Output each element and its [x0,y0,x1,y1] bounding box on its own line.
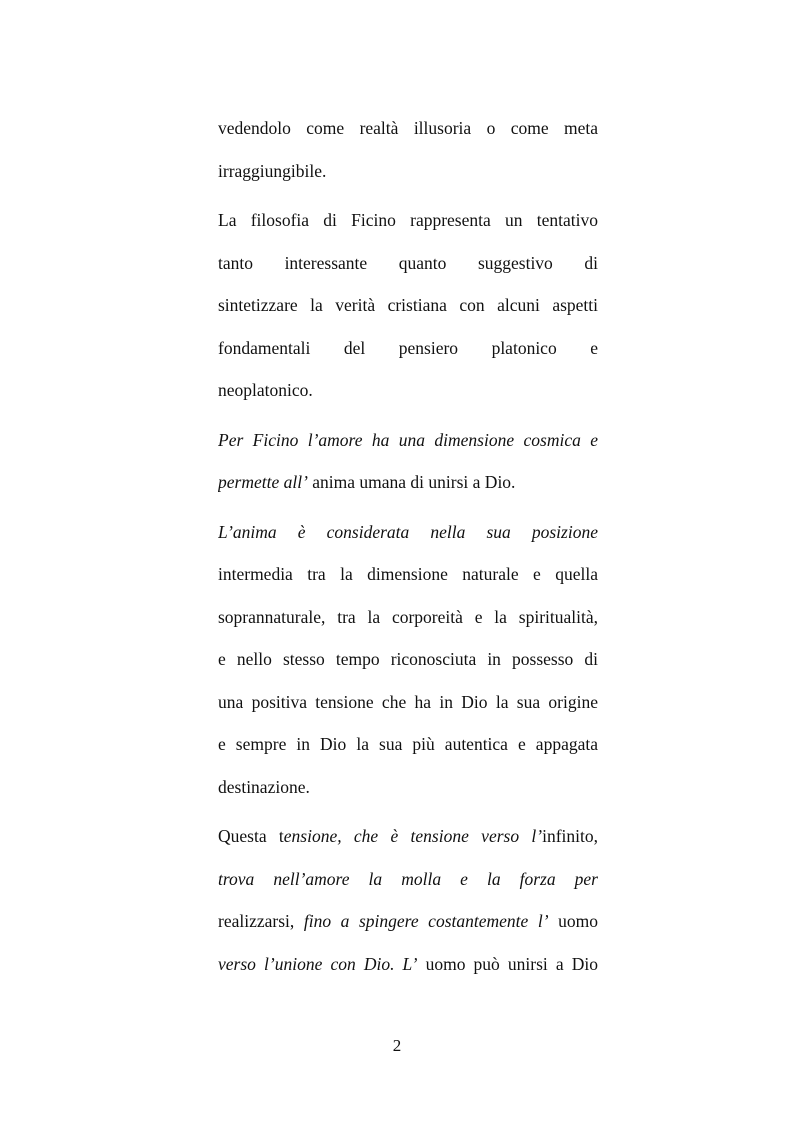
text-line [218,461,598,504]
body-text [218,107,598,985]
text-line [218,199,598,242]
paragraph-gap [218,808,598,815]
text-run: una positiva tensione che ha in Dio la sua origine [218,691,598,712]
text-line [218,511,598,554]
text-line [218,900,598,943]
text-run: soprannaturale, tra la corporeità e la spiritualità, [218,606,598,627]
italic-run: ensione, che è tensione verso l’ [283,826,543,846]
text-line [218,369,598,412]
text-run: infinito, [542,826,598,846]
text-line [218,638,598,681]
text-line [218,766,598,809]
text-run: irraggiungibile. [218,160,327,181]
text-run: uomo [548,911,598,931]
text-run: vedendolo come realtà illusoria o come meta [218,118,598,138]
italic-run: trova nell’amore la molla e la forza per [218,868,598,889]
paragraph-gap [218,412,598,419]
italic-run: Per Ficino l’amore ha una dimensione cosmica e [218,429,598,450]
page-number: 2 [392,1036,402,1055]
paragraph [218,107,598,192]
italic-run: permette all’ [218,472,308,492]
text-run: Questa t [218,826,284,846]
paragraph [218,511,598,809]
paragraph [218,199,598,412]
text-line [218,723,598,766]
paragraph [218,419,598,504]
text-line [218,242,598,285]
text-line [218,858,598,901]
text-run: neoplatonico. [218,380,313,400]
text-line [218,553,598,596]
text-run: tanto interessante quanto suggestivo di [218,252,598,273]
text-run: realizzarsi, [218,911,304,931]
text-run: e nello stesso tempo riconosciuta in possesso di [218,649,598,669]
text-run: sintetizzare la verità cristiana con alcuni aspetti [218,295,598,315]
text-line [218,681,598,724]
text-run: intermedia tra la dimensione naturale e quella [218,564,598,584]
text-line [218,284,598,327]
italic-run: L’anima è considerata nella sua posizione [218,521,598,542]
paragraph-gap [218,504,598,511]
text-run: uomo può unirsi a Dio [417,953,598,974]
italic-run: verso l’unione con Dio. L’ [218,953,418,974]
text-line [218,327,598,370]
text-line [218,150,598,193]
text-run: La filosofia di Ficino rappresenta un tentativo [218,210,598,230]
text-line [218,815,598,858]
text-line [218,943,598,986]
text-line [218,107,598,150]
paragraph-gap [218,192,598,199]
italic-run: fino a spingere costantemente l’ [303,911,549,931]
text-line [218,596,598,639]
text-run: e sempre in Dio la sua più autentica e appagata [218,734,598,754]
text-run: fondamentali del pensiero platonico e [218,337,598,358]
text-run: anima umana di unirsi a Dio. [307,472,516,492]
paragraph [218,815,598,985]
text-run: destinazione. [218,776,310,797]
text-line [218,419,598,462]
